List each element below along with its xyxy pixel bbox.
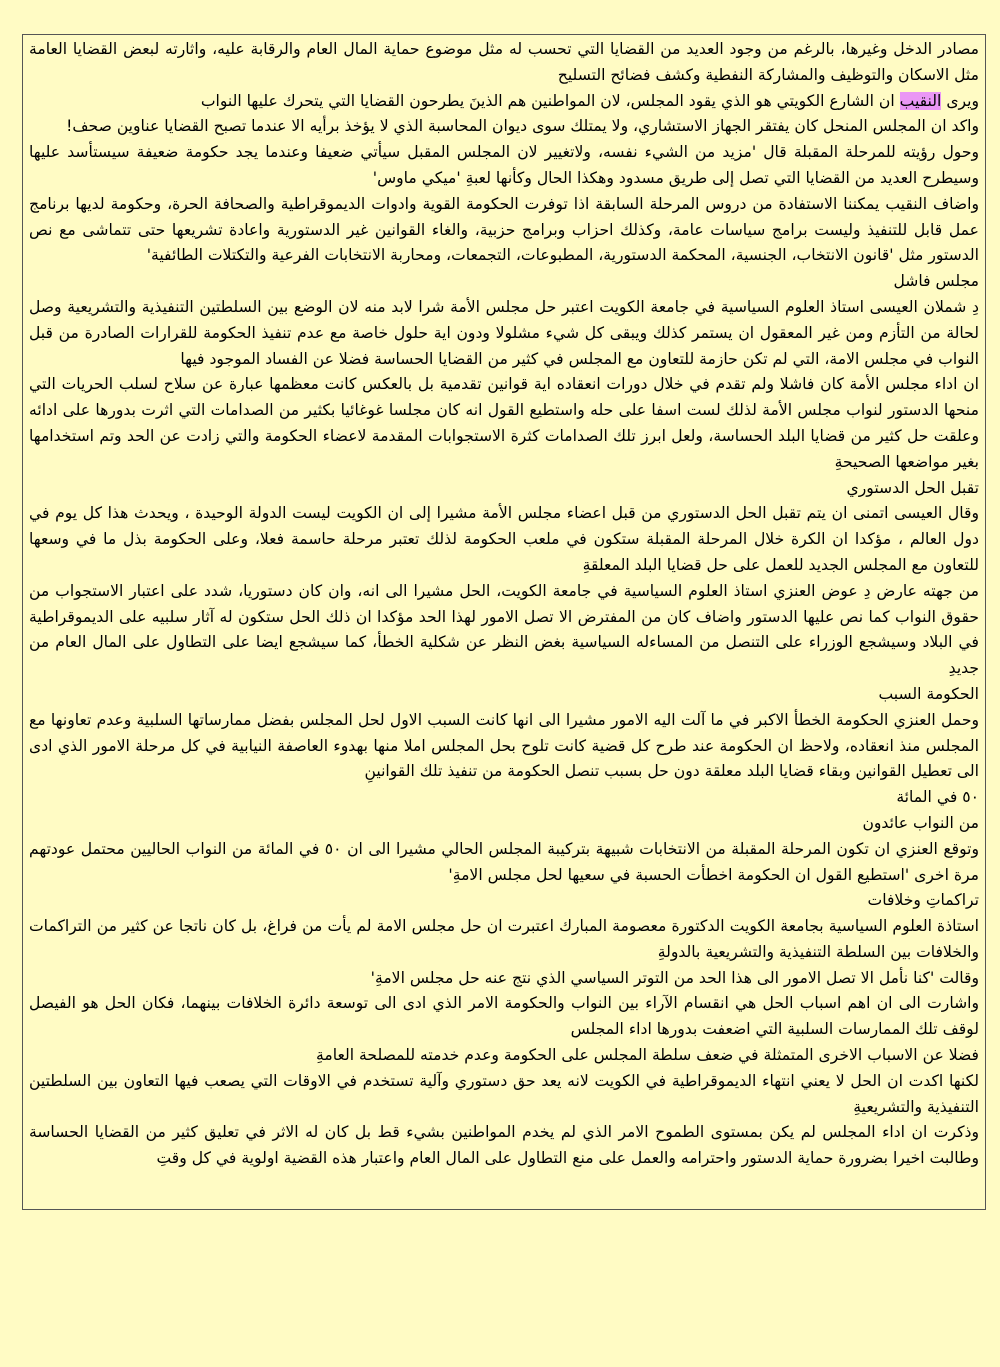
- paragraph: فضلا عن الاسباب الاخرى المتمثلة في ضعف سلطة المجلس على الحكومة وعدم خدمته للمصلحة العامةِ: [316, 1046, 979, 1065]
- section-heading: تقبل الحل الدستوري: [846, 478, 979, 497]
- section-heading: مجلس فاشل: [893, 272, 979, 291]
- paragraph: وحمل العنزي الحكومة الخطأ الاكبر في ما آلت اليه الامور مشيرا الى انها كانت السبب الاول لحل المجلس بفضل ممارساتها السلبية وعدم تعاونها مع المجلس منذ انعقاده، ولاحظ ان الحكومة عند طرح كل قضية كانت تلوح بحل المجلس املا منها بهدوء العاصفة النيابية في كل مرحلة الامور الذي ادى الى تعطيل القوانين وبقاء قضايا البلد معلقة دون حل بسبب تنصل الحكومة من تنفيذ تلك القوانينِ: [29, 710, 979, 781]
- paragraph: وحول رؤيته للمرحلة المقبلة قال 'مزيد من الشيء نفسه، ولاتغيير لان المجلس المقبل سيأتي ضعيفا وعندما يجد حكومة ضعيفة سيستأسد عليها وسيطرح العديد من القضايا التي تصل إلى طريق مسدود وهكذا الحال وكأنها لعبةِ 'ميكي ماوس': [29, 143, 979, 187]
- paragraph-text: ان الشارع الكويتي هو الذي يقود المجلس، لان المواطنين هم الذينَ يطرحون القضايا التي يتحرك عليها النواب: [200, 91, 900, 110]
- article-body: [23, 35, 985, 1172]
- paragraph: ان اداء مجلس الأمة كان فاشلا ولم تقدم في خلال دورات انعقاده اية قوانين تقدمية بل بالعكس كانت معظمها عبارة عن سلاح لسلب الحريات التي منحها الدستور لنواب مجلس الأمة لذلك لست اسفا على حله واستطيع القول انه كان مجلسا غوغائيا بكثير من الصدامات التي اثرت بدورها على ادائه وعلقت حل كثير من قضايا البلد الحساسة، ولعل ابرز تلك الصدامات كثرة الاستجوابات المقدمة لاعضاء الحكومة والتي زادت عن الحد وتم استخدامها بغير مواضعها الصحيحةِ: [29, 375, 979, 471]
- paragraph: واكد ان المجلس المنحل كان يفتقر الجهاز الاستشاري، ولا يمتلك سوى ديوان المحاسبة الذي لا يؤخذ برأيه الا عندما تصبح القضايا عناوين صحف!: [66, 117, 979, 136]
- paragraph: مصادر الدخل وغيرها، بالرغم من وجود العديد من القضايا التي تحسب له مثل موضوع حماية المال العام والرقابة عليه، واثارته لبعض القضايا العامة مثل الاسكان والتوظيف والمشاركة النفطية وكشف فضائح التسليح: [29, 40, 979, 84]
- section-heading: من النواب عائدون: [862, 813, 979, 832]
- section-heading: الحكومة السبب: [878, 684, 979, 703]
- paragraph: [29, 89, 979, 115]
- paragraph: واضاف النقيب يمكننا الاستفادة من دروس المرحلة السابقة اذا توفرت الحكومة القوية وادوات الديموقراطية والصحافة الحرة، وحكومة لديها برنامج عمل قابل للتنفيذ وليست برامج سياسات عامة، وكذلك احزاب وبرامج حزبية، والغاء القوانين غير الدستورية واعادة تشريعها حتى تتماشى مع نص الدستور مثل 'قانون الانتخاب، الجنسية، المحكمة الدستورية، المطبوعات، التجمعات، ومحاربة الانتخابات الفرعية والتكتلات الطائفية': [29, 194, 979, 265]
- paragraph: استاذة العلوم السياسية بجامعة الكويت الدكتورة معصومة المبارك اعتبرت ان حل مجلس الامة لم يأت من فراغ، بل كان ناتجا عن كثير من التراكمات والخلافات بين السلطة التنفيذية والتشريعية بالدولةِ: [29, 917, 979, 961]
- paragraph: وقالت 'كنا نأمل الا تصل الامور الى هذا الحد من التوتر السياسي الذي نتج عنه حل مجلس الامةِ': [370, 968, 979, 987]
- highlighted-word: النقيب: [899, 91, 942, 110]
- article-page: [22, 34, 986, 1210]
- section-heading: تراكماتِ وخلافات: [867, 891, 979, 910]
- paragraph: وذكرت ان اداء المجلس لم يكن بمستوى الطموح الامر الذي لم يخدم المواطنين بشيء قط بل كان له الاثر في تعليق كثير من القضايا الحساسة وطالبت اخيرا بضرورة حماية الدستور واحترامه والعمل على منع التطاول على المال العام واعتبار هذه القضية اولوية في كل وقتِ: [29, 1123, 979, 1168]
- paragraph: لكنها اكدت ان الحل لا يعني انتهاء الديموقراطية في الكويت لانه يعد حق دستوري وآلية تستخدم في الاوقات التي يصعب فيها التعاون بين السلطتين التنفيذية والتشريعيةِ: [29, 1071, 979, 1116]
- paragraph: دِ شملان العيسى استاذ العلوم السياسية في جامعة الكويت اعتبر حل مجلس الأمة شرا لابد منه لان الوضع بين السلطتين التنفيذية والتشريعية وصل لحالة من التأزم ومن غير المعقول ان يستمر كذلك ويبقى كل شيء مشلولا ودون اية حلول خاصة مع عدم تنفيذ الحكومة للقرارات الصادرة من قبل النواب في مجلس الامة، التي لم تكن حازمة للتعاون مع المجلس في كثير من القضايا الحساسة فضلا عن الفساد الموجود فيها: [29, 297, 979, 368]
- paragraph: من جهته عارض دِ عوض العنزي استاذ العلوم السياسية في جامعة الكويت، الحل مشيرا الى انه، وان كان دستوريا، شدد على اعتبار الاستجواب من حقوق النواب كما نص عليها الدستور واضاف كان من المفترض الا تصل الامور لهذا الحد مؤكدا ان ذلك الحل ستكون له آثار سلبيه على الديموقراطية في البلاد وسيشجع الوزراء على التنصل من المساءله السياسية بغض النظر عن شكلية الخطأ، كما سيشجع ايضا على التطاول على المال العام من جديدِ: [29, 581, 979, 678]
- paragraph: وقال العيسى اتمنى ان يتم تقبل الحل الدستوري من قبل اعضاء مجلس الأمة مشيرا إلى ان الكويت ليست الدولة الوحيدة ، ويحدث هذا كل يوم في دول العالم ، مؤكدا ان الكرة خلال المرحلة المقبلة ستكون في ملعب الحكومة لذلك تعتبر مرحلة حاسمة فعلا، وعلى الحكومة بذل ما في وسعها للتعاون مع المجلس الجديد للعمل على حل قضايا البلد المعلقةِ: [29, 504, 979, 574]
- paragraph: وتوقع العنزي ان تكون المرحلة المقبلة من الانتخابات شبيهة بتركيبة المجلس الحالي مشيرا الى ان ٥٠ في المائة من النواب الحاليين محتمل عودتهم مرة اخرى 'استطيع القول ان الحكومة اخطأت الحسبة في سعيها لحل مجلس الامةِ': [29, 839, 980, 884]
- paragraph-text: ويرى: [941, 91, 979, 110]
- paragraph: واشارت الى ان اهم اسباب الحل هي انقسام الآراء بين النواب والحكومة الامر الذي ادى الى توسعة دائرة الخلافات بينهما، فكان الحل هو الفيصل لوقف تلك الممارسات السلبية التي اضعفت بدورها اداء المجلس: [29, 994, 979, 1039]
- section-heading: ٥٠ في المائة: [896, 788, 979, 807]
